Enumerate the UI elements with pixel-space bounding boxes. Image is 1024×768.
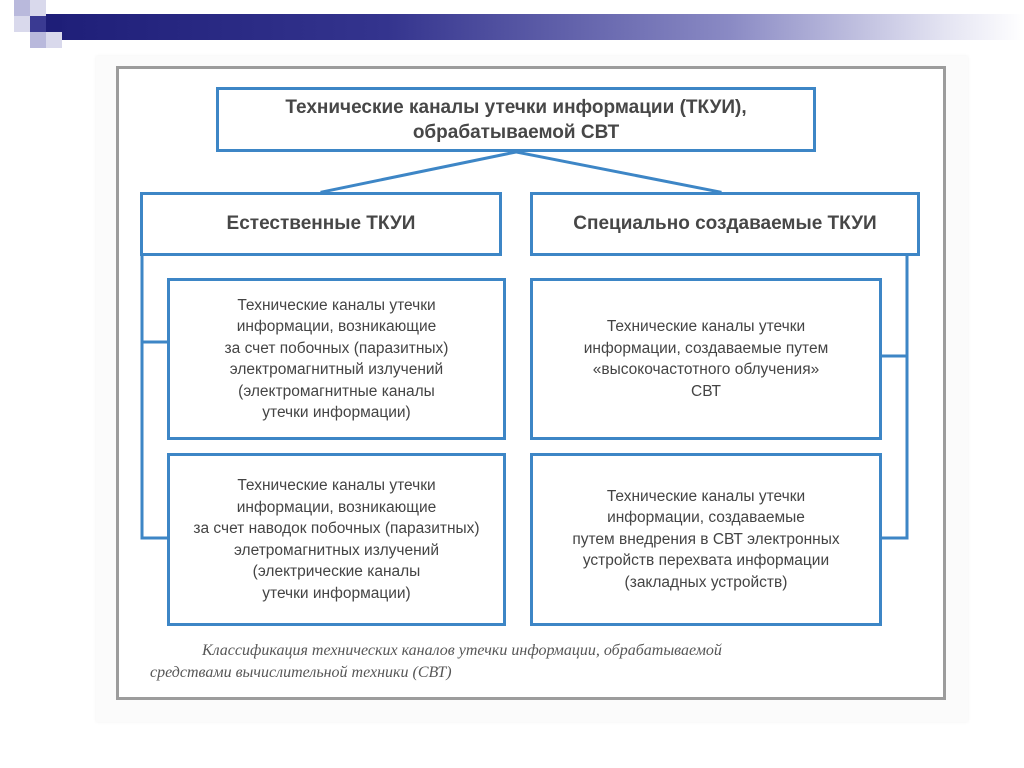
leaf-line: за счет побочных (паразитных) [224, 339, 449, 357]
category-special-label: Специально создаваемые ТКУИ [573, 213, 877, 234]
leaf-line: информации, создаваемые [607, 509, 805, 527]
caption-line-1: Классификация технических каналов утечки информации, обрабатываемой [202, 642, 722, 659]
leaf-line: электромагнитный излучений [229, 361, 444, 378]
leaf-line: утечки информации) [262, 404, 411, 421]
leaf-line: Технические каналы утечки [237, 477, 436, 494]
decorative-square [46, 16, 62, 32]
leaf-line: информации, создаваемые путем [583, 339, 829, 357]
decorative-square [14, 16, 30, 32]
header-gradient-bar [44, 14, 1024, 40]
leaf-line: Технические каналы утечки [606, 487, 806, 505]
decorative-square [30, 32, 46, 48]
root-node-box [216, 87, 816, 152]
category-special-box [530, 192, 920, 256]
leaf-electromagnetic-box [167, 278, 506, 440]
leaf-line: путем внедрения в СВТ электронных [572, 530, 840, 548]
category-natural-box [140, 192, 502, 256]
leaf-line: утечки информации) [262, 584, 411, 602]
leaf-line: устройств перехвата информации [582, 552, 830, 570]
leaf-line: (электромагнитные каналы [238, 382, 435, 400]
decorative-square [30, 0, 46, 16]
decorative-square [30, 16, 46, 32]
root-node-line: обрабатываемой СВТ [412, 121, 620, 143]
figure-caption [150, 640, 850, 684]
category-natural-label: Естественные ТКУИ [226, 213, 416, 234]
leaf-line: Технические каналы утечки [606, 318, 806, 335]
decorative-square [46, 32, 62, 48]
root-node-line: Технические каналы утечки информации (ТКУИ), [285, 96, 747, 118]
leaf-line: за счет наводок побочных (паразитных) [193, 520, 480, 537]
leaf-line: информации, возникающие [236, 498, 437, 516]
leaf-line: (закладных устройств) [624, 573, 788, 591]
decorative-square [14, 0, 30, 16]
leaf-hf-irradiation-box [530, 278, 882, 440]
leaf-line: СВТ [691, 382, 721, 400]
leaf-line: «высокочастотного облучения» [592, 361, 820, 378]
leaf-line: Технические каналы утечки [237, 296, 436, 314]
leaf-line: информации, возникающие [236, 318, 437, 335]
leaf-line: (электрические каналы [252, 563, 421, 580]
leaf-line: элетромагнитных излучений [233, 541, 440, 559]
caption-line-2: средствами вычислительной техники (СВТ) [150, 664, 452, 681]
leaf-electrical-box [167, 453, 506, 626]
leaf-embedded-devices-box [530, 453, 882, 626]
